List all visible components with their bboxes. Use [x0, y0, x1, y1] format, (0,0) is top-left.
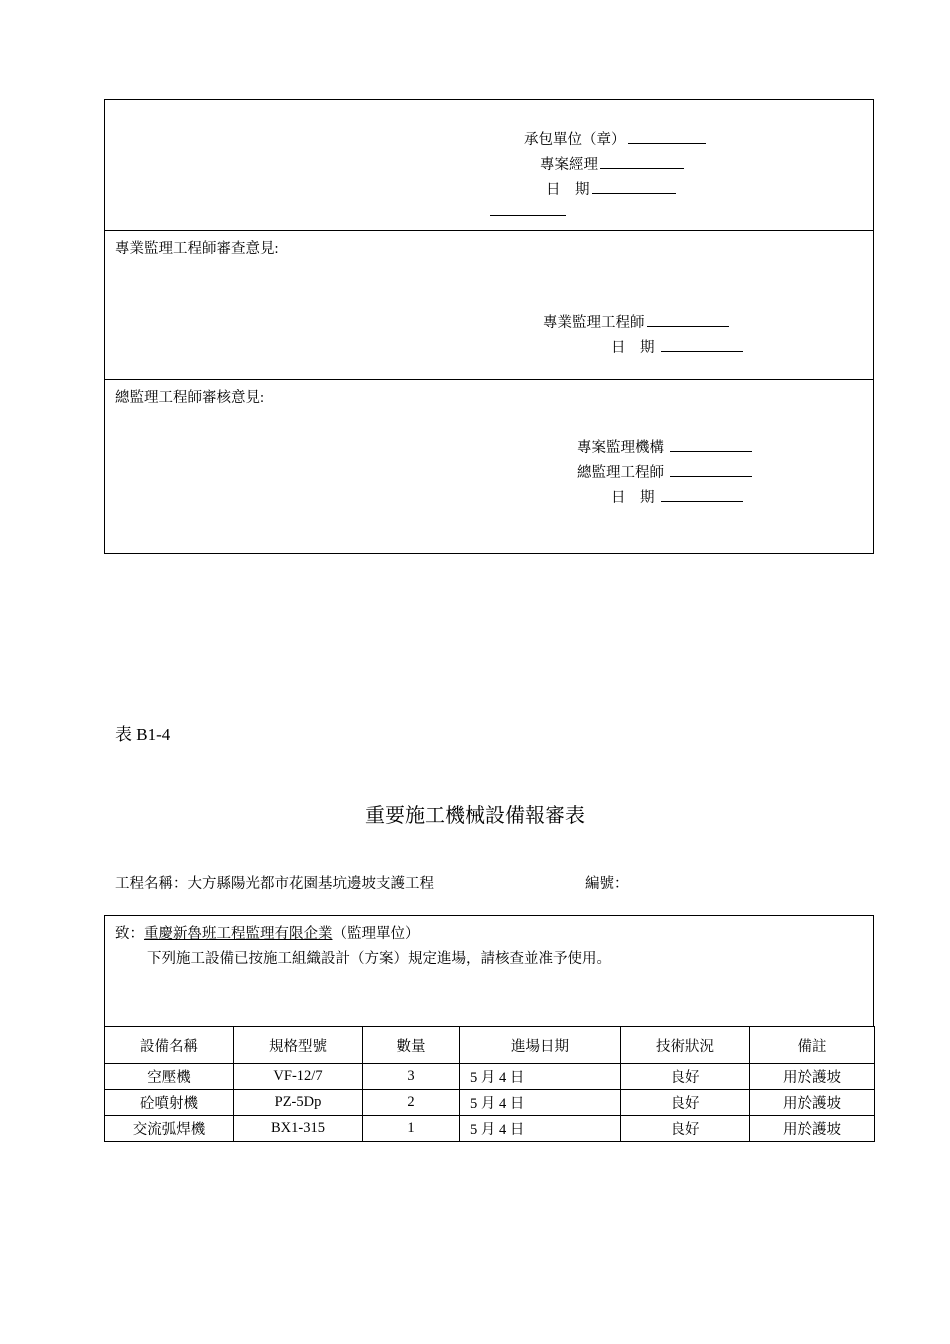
- chief-date-line[interactable]: [661, 500, 743, 502]
- chief-date-label: 日 期: [611, 490, 655, 506]
- cell-entry-date: 5 月 4 日: [460, 1090, 621, 1116]
- engineer-date: [611, 336, 743, 357]
- cell-equipment-name: 砼噴射機: [105, 1090, 234, 1116]
- engineer-date-line[interactable]: [661, 350, 743, 352]
- date-sign-line[interactable]: [592, 192, 676, 194]
- chief-signature: [577, 461, 752, 482]
- cell-equipment-name: 空壓機: [105, 1064, 234, 1090]
- cell-quantity: 3: [363, 1064, 460, 1090]
- contractor-label: 承包單位（章）: [524, 132, 626, 148]
- cell-spec-model: BX1-315: [234, 1116, 363, 1142]
- equipment-form-box: [104, 915, 874, 1027]
- equipment-table: [104, 1026, 875, 1142]
- cell-remarks: 用於護坡: [750, 1064, 875, 1090]
- engineer-signature: [543, 311, 729, 332]
- number-label: 編號：: [585, 876, 629, 892]
- engineer-date-label: 日 期: [611, 340, 655, 356]
- table-row: [105, 1064, 875, 1090]
- cell-entry-date: 5 月 4 日: [460, 1064, 621, 1090]
- cell-spec-model: VF-12/7: [234, 1064, 363, 1090]
- extra-sign-line: [490, 204, 566, 221]
- chief-review-title: 總監理工程師審核意見:: [115, 390, 265, 406]
- cell-quantity: 2: [363, 1090, 460, 1116]
- chief-sign-line[interactable]: [670, 475, 752, 477]
- cell-entry-date: 5 月 4 日: [460, 1116, 621, 1142]
- header-quantity: 數量: [363, 1027, 460, 1064]
- table-row: [105, 1116, 875, 1142]
- contractor-date: [546, 178, 676, 199]
- date-label: 日 期: [546, 182, 590, 198]
- divider: [105, 379, 873, 380]
- contractor-sign-line[interactable]: [628, 142, 706, 144]
- header-entry-date: 進場日期: [460, 1027, 621, 1064]
- project-manager-signature: [540, 153, 684, 174]
- request-text: 下列施工設備已按施工組織設計（方案）規定進場，請核查並准予使用。: [147, 951, 611, 967]
- addressee: [115, 922, 420, 943]
- to-company: 重慶新魯班工程監理有限企業: [144, 926, 333, 942]
- engineer-sign-line[interactable]: [647, 325, 729, 327]
- cell-spec-model: PZ-5Dp: [234, 1090, 363, 1116]
- engineer-label: 專業監理工程師: [543, 315, 645, 331]
- agency-sign-line[interactable]: [670, 450, 752, 452]
- approval-form-box: [104, 99, 874, 554]
- table-header-row: [105, 1027, 875, 1064]
- chief-label: 總監理工程師: [577, 465, 664, 481]
- contractor-signature: [524, 128, 706, 149]
- to-suffix: （監理單位）: [332, 926, 420, 942]
- project-name: 工程名稱：大方縣陽光都市花園基坑邊坡支護工程: [115, 876, 434, 892]
- header-spec-model: 規格型號: [234, 1027, 363, 1064]
- engineer-review-title: 專業監理工程師審查意見:: [115, 241, 279, 257]
- cell-equipment-name: 交流弧焊機: [105, 1116, 234, 1142]
- pm-label: 專案經理: [540, 157, 598, 173]
- cell-remarks: 用於護坡: [750, 1090, 875, 1116]
- cell-quantity: 1: [363, 1116, 460, 1142]
- form-title: 重要施工機械設備報審表: [365, 805, 585, 827]
- header-equipment-name: 設備名稱: [105, 1027, 234, 1064]
- agency-signature: [577, 436, 752, 457]
- form-code: 表 B1-4: [115, 725, 171, 744]
- header-tech-status: 技術狀況: [621, 1027, 750, 1064]
- table-row: [105, 1090, 875, 1116]
- chief-date: [611, 486, 743, 507]
- divider: [105, 230, 873, 231]
- cell-remarks: 用於護坡: [750, 1116, 875, 1142]
- pm-sign-line[interactable]: [600, 167, 684, 169]
- cell-tech-status: 良好: [621, 1116, 750, 1142]
- cell-tech-status: 良好: [621, 1090, 750, 1116]
- cell-tech-status: 良好: [621, 1064, 750, 1090]
- agency-label: 專案監理機構: [577, 440, 664, 456]
- header-remarks: 備註: [750, 1027, 875, 1064]
- to-prefix: 致：: [115, 926, 144, 942]
